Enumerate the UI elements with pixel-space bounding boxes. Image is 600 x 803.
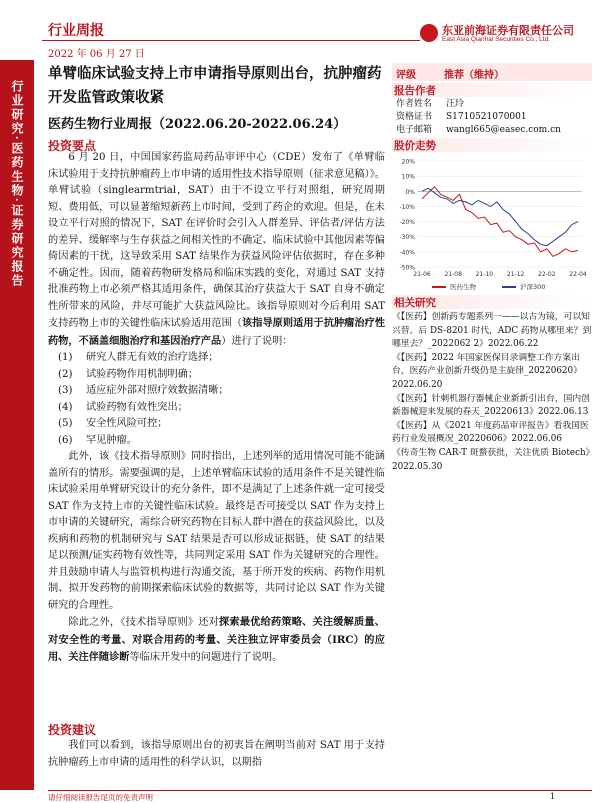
footer-disclaimer: 请仔细阅读报告尾页的免责声明 — [48, 793, 153, 802]
criteria-item — [48, 416, 385, 433]
analyst-key: 电子邮箱 — [396, 125, 433, 135]
criteria-item — [48, 367, 385, 384]
analyst-info — [396, 98, 561, 137]
analyst-row — [396, 111, 561, 124]
paragraph-3-tail: 等临床开发中的问题进行了说明。 — [129, 652, 283, 663]
page-number: 1 — [550, 792, 556, 801]
criteria-number: (3) — [58, 385, 73, 396]
analyst-key: 资格证书 — [396, 112, 433, 122]
criteria-number: (5) — [58, 418, 73, 429]
y-tick-label: -30% — [399, 234, 415, 242]
y-tick-label: 10% — [401, 173, 415, 181]
x-tick-label: 21-10 — [475, 271, 494, 278]
y-tick-label: 0% — [405, 188, 415, 196]
logo-name-cn: 东亚前海证券有限责任公司 — [442, 25, 574, 37]
y-tick-label: -10% — [399, 203, 415, 211]
related-item: 《【医药】从《2021 年度药品审评报告》看我国医药行业发展概况_20220606》2022.06.06 — [392, 420, 589, 445]
criteria-list — [48, 350, 385, 449]
related-item: 《【医药】创新药专题系列一——以古为镜，可以知兴替。后 DS-8201 时代，ADC 药物从哪里来？到哪里去？_2022062 2》2022.06.22 — [392, 312, 592, 350]
criteria-text: 罕见肿瘤。 — [86, 434, 137, 446]
criteria-number: (6) — [58, 434, 73, 446]
report-title: 单臂临床试验支持上市申请指导原则出台，抗肿瘤药开发监管政策收紧 — [48, 65, 382, 106]
advice-text: 我们可以看到，该指导原则出台的初衷旨在阐明当前对 SAT 用于支持抗肿瘤药上市申请的适用性的科学认识，以期指 — [48, 740, 385, 768]
logo-icon — [420, 24, 438, 42]
analyst-row — [396, 124, 561, 137]
related-research-list — [392, 311, 592, 474]
report-subtitle: 医药生物行业周报（2022.06.20-2022.06.24） — [48, 117, 347, 132]
x-tick-label: 21-06 — [413, 271, 431, 278]
main-body — [48, 150, 385, 667]
criteria-item — [48, 383, 385, 400]
criteria-item — [48, 350, 385, 367]
paragraph-3 — [48, 614, 385, 667]
report-date: 2022 年 06 月 27 日 — [48, 49, 145, 60]
criteria-number: (4) — [58, 401, 73, 413]
company-logo — [420, 22, 590, 52]
paragraph-1-bold: 该指导原则适用于抗肿瘤治疗性药物，不涵盖细胞治疗和基因治疗产品 — [48, 317, 386, 347]
rating-row — [392, 63, 592, 81]
criteria-text: 试验药物作用机制明确； — [86, 368, 199, 380]
analyst-value: 汪玲 — [446, 99, 465, 109]
x-tick-label: 21-12 — [506, 271, 525, 278]
related-item: 《【医药】针刺机器行器械企业新新引出台，国内创新器械迎来发展的春天_20220613》2022.06.13 — [392, 393, 590, 418]
header-divider — [42, 40, 420, 41]
analyst-value: S1710521070001 — [446, 112, 527, 122]
paragraph-3-bold: 探索最优给药策略、关注缓解质量、对安全性的考量、对联合用药的考量、关注独立评审委员会（IRC）的应用、关注伴随诊断 — [48, 616, 385, 663]
stock-trend-chart — [392, 155, 592, 295]
criteria-text: 试验药物有效性突出； — [86, 401, 188, 413]
related-item: 《传奇生物 CAR-T 斑蝥获批，关注优质 Biotech》2022.05.30 — [392, 447, 591, 472]
criteria-text: 安全性风险可控； — [86, 418, 168, 429]
invest-points-heading: 投资要点 — [48, 139, 97, 153]
criteria-number: (1) — [58, 352, 73, 363]
criteria-number: (2) — [58, 368, 73, 380]
sidebar-tab — [0, 60, 34, 790]
related-item: 《【医药】2022 年国家医保目录调整工作方案出台，医药产业创新升级仍是主旋律_20220620》2022.06.20 — [392, 352, 582, 390]
y-tick-label: -40% — [399, 249, 415, 257]
analyst-key: 作者姓名 — [396, 99, 433, 109]
footer-divider — [48, 790, 592, 791]
rating-value: 推荐（维持） — [444, 70, 504, 81]
analyst-heading: 报告作者 — [392, 83, 592, 97]
analyst-value: wangl665@easec.com.cn — [446, 125, 561, 135]
y-tick-label: -50% — [399, 264, 415, 272]
y-tick-label: -20% — [399, 219, 415, 227]
sidebar-text: 行业研究·医药生物·证券研究报告 — [10, 80, 24, 288]
y-tick-label: 20% — [401, 158, 415, 166]
advice-body — [48, 738, 385, 771]
criteria-text: 适应症外部对照疗效数据清晰； — [86, 385, 229, 396]
analyst-row — [396, 98, 561, 111]
report-type-label: 行业周报 — [48, 22, 104, 38]
paragraph-1-text: 6 月 20 日，中国国家药监局药品审评中心（CDE）发布了《单臂临床试验用于支持抗肿瘤药上市申请的适用性技术指导原则（征求意见稿）》。单臂试验（singlearmtrial，SAT）由于不设立平行对照组，研究周期短、费用低，可以显著缩短新药上市时间，受到了药企的欢迎。但是，在未设立平行对照的情况下，SAT 在评价时会引入人群差异、评估者/评估方法的差异、缓解率与生存获益之间相关性的不确定、临床试验中其他因素等偏倚因素的干扰，这导致采用 SAT 结果作为获益风险评估依据时，存在多种不确定性。因而，随着药物研发格局和临床实践的变化，对通过 SAT 支持批准药物上市必须严格其适用条件，确保其治疗获益大于 SAT 自身不确定性所带来的风险，并尽可能扩大获益风险比。该指导原则对今后利用 SAT 支持药物上市的关键性临床试验适用范围（ — [48, 152, 385, 329]
paragraph-1-tail: ）进行了说明： — [221, 335, 293, 347]
x-tick-label: 22-04 — [569, 271, 587, 278]
rating-label: 评级 — [396, 70, 416, 81]
related-research-heading: 相关研究 — [392, 295, 592, 309]
paragraph-1 — [48, 150, 385, 350]
stock-trend-heading: 股价走势 — [392, 138, 592, 152]
criteria-item — [48, 400, 385, 417]
legend-label: 医药生物 — [450, 283, 476, 291]
advice-heading: 投资建议 — [48, 723, 97, 737]
paragraph-3-text: 除此之外，《技术指导原则》还对 — [68, 617, 220, 628]
paragraph-2: 此外，该《技术指导原则》同时指出，上述列举的适用情况可能不能涵盖所有的情形。需要强调的是，上述单臂临床试验的适用条件不是关键性临床试验采用单臂研究设计的充分条件，即不是满足了上述条件就一定可接受 SAT 作为支持上市的关键性临床试验。最终是否可接受以 SAT 作为支持上市申请的关键研究，需综合研究药物在目标人群中潜在的获益风险比，以及疾病和药物的机制研究与 SAT 结果是否可以形成证据链，使 SAT 的结果足以预测/证实药物有效性等，共同判定采用 SAT 作为关键研究的合理性。并且鼓励申请人与监管机构进行沟通交流，基于所开发的疾病、药物作用机制、拟开发药物的前期探索临床试验的数据等，共同讨论以 SAT 作为关键研究的合理性。 — [48, 451, 385, 611]
criteria-item — [48, 433, 385, 450]
legend-label: 沪深300 — [520, 283, 546, 291]
x-tick-label: 21-08 — [444, 271, 462, 278]
logo-name-en: East Asia Qianhai Securities Co., Ltd. — [442, 36, 551, 43]
criteria-text: 研究人群无有效的治疗选择； — [86, 352, 219, 363]
x-tick-label: 22-02 — [538, 271, 556, 278]
